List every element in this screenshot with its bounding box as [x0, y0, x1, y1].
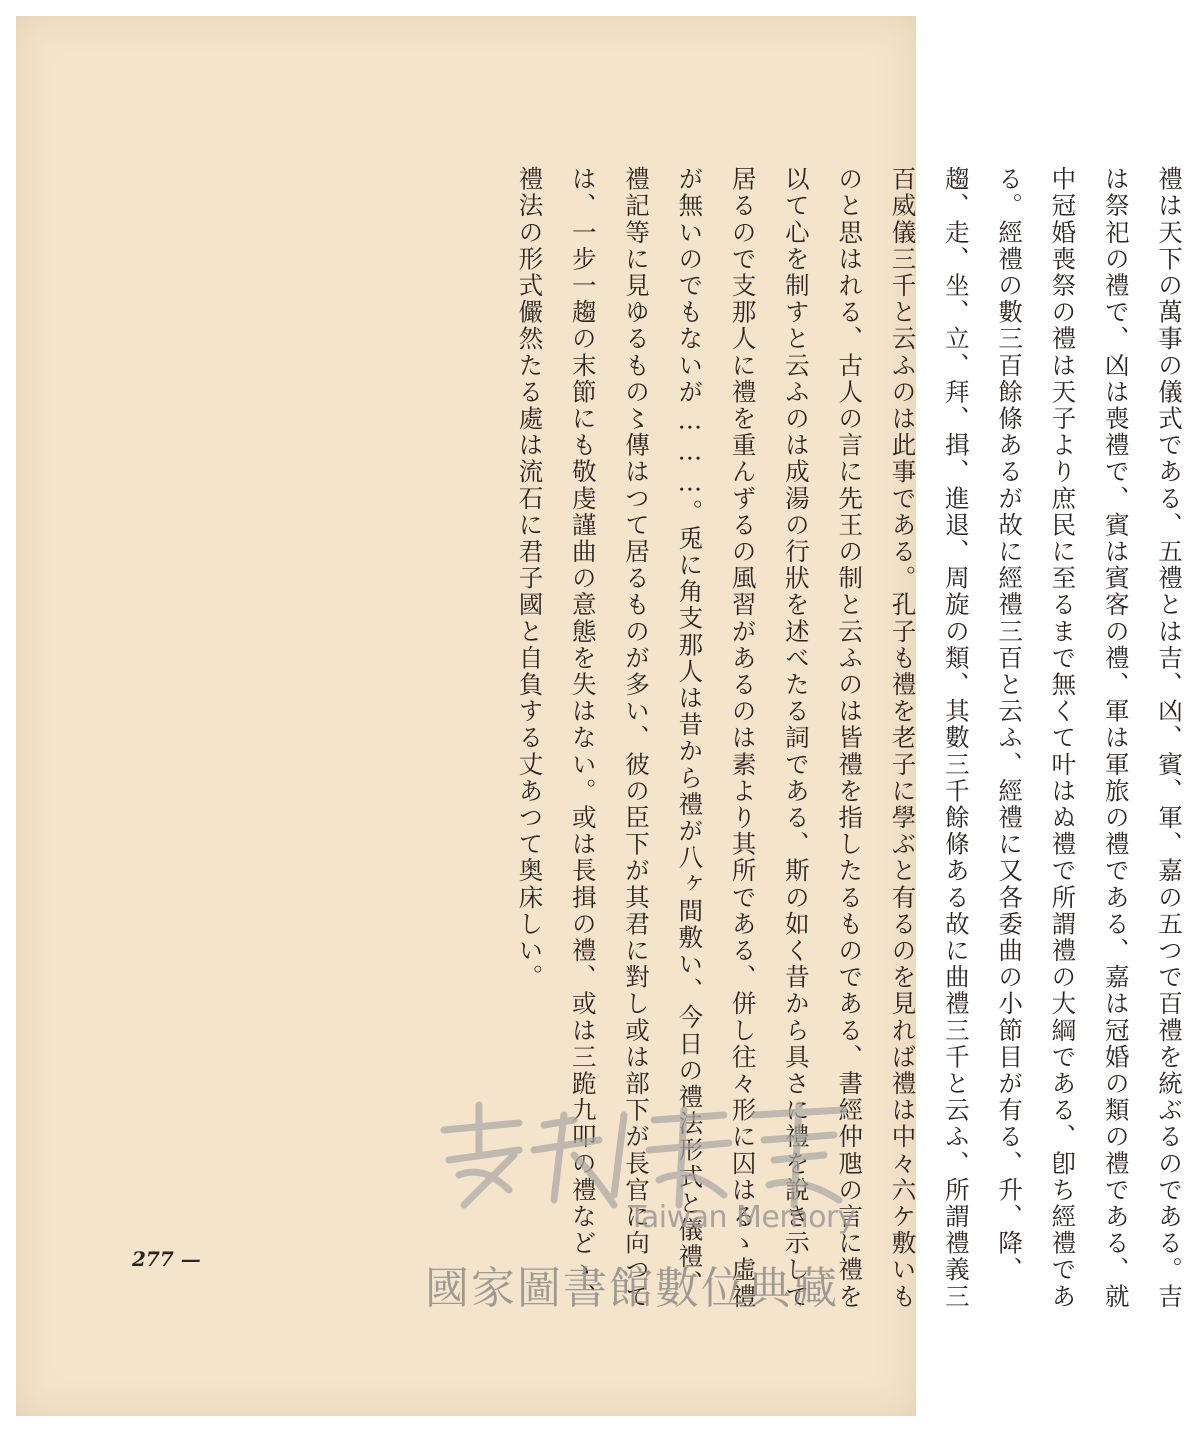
text-line: 禮記等に見ゆるもの〻傳はつて居るものが多い、彼の臣下が其君に對し或は部下が長官に向つて [622, 166, 652, 1310]
text-line: 禮法の形式儼然たる處は流石に君子國と自負する丈あつて奥床しい。 [515, 166, 545, 991]
text-line: 禮は天下の萬事の儀式である、五禮とは吉、凶、賓、軍、嘉の五つで百禮を統ぶるのである。吉 [1155, 166, 1184, 1310]
watermark-english: Taiwan Memory [628, 1200, 856, 1235]
text-line: 百威儀三千と云ふのは此事である。孔子も禮を老子に學ぶと有るのを見れば禮は中々六ケ敷いも [888, 166, 918, 1310]
text-line: る。經禮の數三百餘條あるが故に經禮三百と云ふ、經禮に又各委曲の小節目が有る、升、降、 [995, 166, 1025, 1284]
text-line: は祭祀の禮で、凶は喪禮で、賓は賓客の禮、軍は軍旅の禮である、嘉は冠婚の類の禮である、就 [1101, 166, 1131, 1310]
text-line: 以て心を制すと云ふのは成湯の行狀を述べたる詞である、斯の如く昔から具さに禮を說き示して [781, 166, 811, 1310]
text-line: 中冠婚喪祭の禮は天子より庶民に至るまで無くて叶はぬ禮で所謂禮の大綱である、卽ち經禮であ [1048, 166, 1078, 1310]
watermark-chinese: 國家圖書館數位典藏 [425, 1263, 839, 1314]
text-line: が無いのでもないが………。兎に角支那人は昔から禮が八ヶ間敷い、今日の禮法形式と儀禮、 [675, 166, 705, 1297]
page-number: 277 — [132, 1247, 201, 1271]
text-line: 趨、走、坐、立、拜、揖、進退、周旋の類、其數三千餘條ある故に曲禮三千と云ふ、所謂禮義三 [941, 166, 971, 1310]
text-line: のと思はれる、古人の言に先王の制と云ふのは皆禮を指したるものである、書經仲虺の言に禮を [835, 166, 865, 1310]
text-line: 居るので支那人に禮を重んずるの風習があるのは素より其所である、併し往々形に囚はるゝ虛禮 [728, 166, 758, 1310]
text-line: は、一步一趨の末節にも敬虔謹曲の意態を失はない。或は長揖の禮、或は三跪九叩の禮などゝ、 [568, 166, 598, 1310]
